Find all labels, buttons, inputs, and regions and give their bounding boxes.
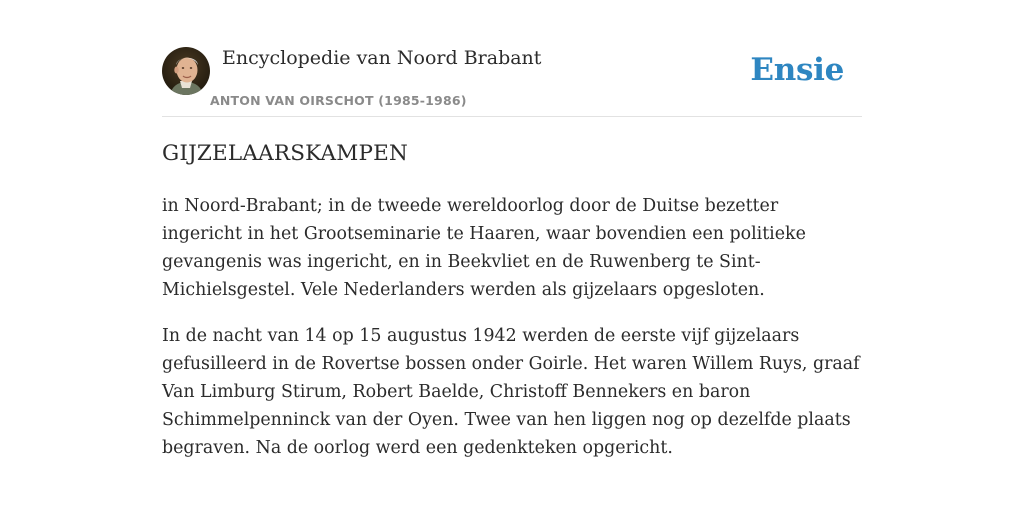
- author-name[interactable]: ANTON VAN OIRSCHOT (1985-1986): [210, 93, 467, 108]
- article: [162, 139, 862, 480]
- article-paragraph: In de nacht van 14 op 15 augustus 1942 werden de eerste vijf gijzelaars gefusilleerd in de Rovertse bossen onder Goirle. Het waren Willem Ruys, graaf Van Limburg Stirum, Robert Baelde, Christoff Bennekers en baron Schimmelpenninck van der Oyen. Twee van hen liggen nog op dezelfde plaats begraven. Na de oorlog werd een gedenkteken opgericht.: [162, 326, 860, 458]
- author-portrait-icon: [162, 47, 210, 95]
- brand-logo[interactable]: Ensie: [750, 52, 844, 88]
- author-avatar[interactable]: [162, 47, 210, 95]
- article-paragraph: in Noord-Brabant; in de tweede wereldoorlog door de Duitse bezetter ingericht in het Grootseminarie te Haaren, waar bovendien een politieke gevangenis was ingericht, en in Beekvliet en de Ruwenberg te Sint-Michielsgestel. Vele Nederlanders werden als gijzelaars opgesloten.: [162, 196, 806, 300]
- page-header: [162, 46, 862, 117]
- entry-title: GIJZELAARSKAMPEN: [162, 141, 409, 166]
- source-title[interactable]: Encyclopedie van Noord Brabant: [222, 47, 542, 69]
